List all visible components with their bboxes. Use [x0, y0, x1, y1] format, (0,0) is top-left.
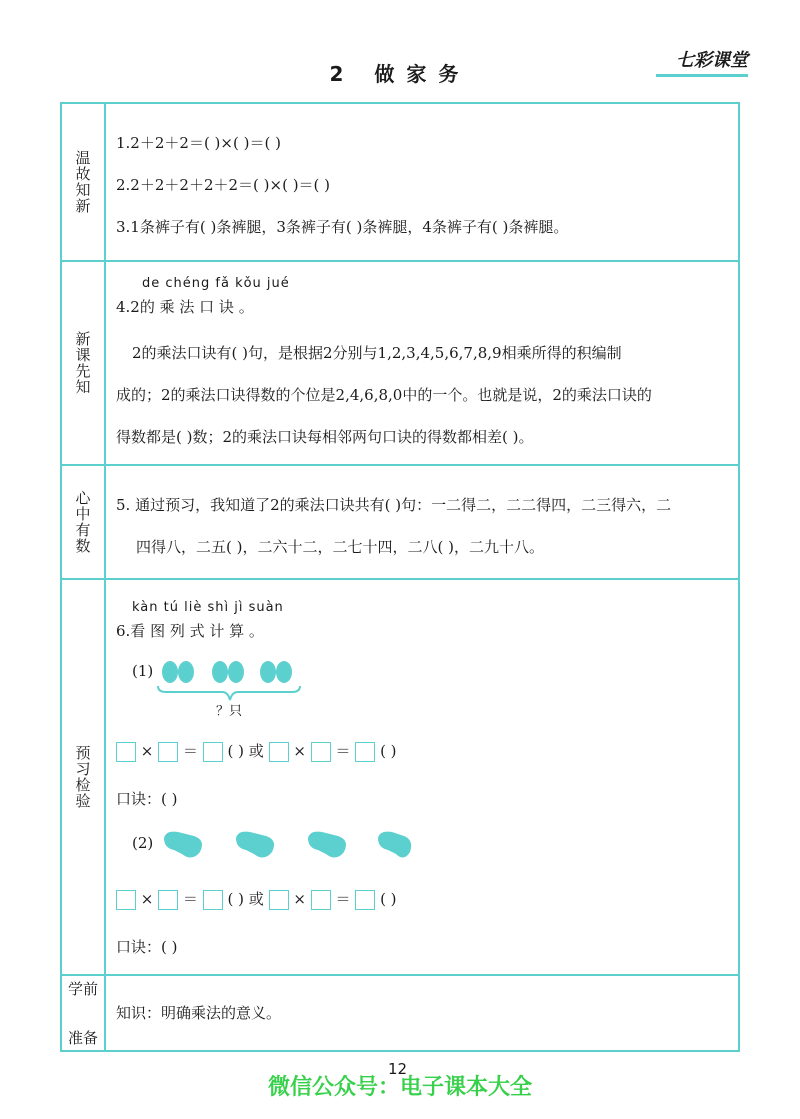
socks-picture — [156, 828, 416, 868]
glove-1 — [162, 661, 178, 683]
section-prep — [62, 976, 738, 1050]
answer-box[interactable] — [355, 742, 375, 762]
section-label-mind: 心中有数 — [62, 466, 106, 578]
question-5-line-1: 5. 通过预习，我知道了2的乘法口诀共有( )句：一二得二，二二得四，二三得六，二 — [116, 496, 672, 514]
prep-text: 知识：明确乘法的意义。 — [116, 1004, 282, 1022]
equation-row-1: × ＝ ( ) 或 × ＝ ( ) — [116, 740, 397, 762]
glove-5 — [260, 661, 276, 683]
answer-box[interactable] — [116, 890, 136, 910]
page-number: 12 — [388, 1060, 408, 1078]
question-4-title: 4.2的 乘 法 口 诀 。 — [116, 298, 254, 316]
brand-text: 七彩课堂 — [676, 50, 748, 71]
worksheet-frame — [60, 102, 740, 1052]
problem-1-number: (1) — [132, 662, 154, 680]
pinyin-q4: de chéng fǎ kǒu jué — [142, 276, 290, 291]
brace — [158, 686, 300, 700]
brand-underline — [656, 74, 748, 77]
section-mind — [62, 466, 738, 580]
question-4-line-2: 成的；2的乘法口诀得数的个位是2,4,6,8,0中的一个。也就是说，2的乘法口诀的 — [116, 386, 652, 404]
page-title: 2 做家务 — [329, 62, 471, 86]
equation-row-2: × ＝ ( ) 或 × ＝ ( ) — [116, 888, 397, 910]
question-6-title: 6.看 图 列 式 计 算 。 — [116, 622, 264, 640]
sock-3 — [308, 832, 346, 858]
koujue-1: 口诀：( ) — [116, 790, 178, 808]
answer-box[interactable] — [158, 742, 178, 762]
koujue-2: 口诀：( ) — [116, 938, 178, 956]
sock-2 — [236, 832, 274, 858]
section-content-check — [116, 580, 730, 974]
pinyin-q6: kàn tú liè shì jì suàn — [132, 600, 284, 615]
answer-box[interactable] — [203, 890, 223, 910]
gloves-picture — [156, 656, 306, 702]
answer-box[interactable] — [203, 742, 223, 762]
section-label-review: 温故知新 — [62, 104, 106, 260]
answer-box[interactable] — [158, 890, 178, 910]
glove-4 — [228, 661, 244, 683]
section-label-preview: 新课先知 — [62, 262, 106, 464]
section-content-preview — [116, 262, 730, 464]
question-2: 2.2＋2＋2＋2＋2＝( )×( )＝( ) — [116, 176, 331, 194]
answer-box[interactable] — [311, 890, 331, 910]
sock-1 — [164, 832, 202, 858]
glove-6 — [276, 661, 292, 683]
brace-label: ？只 — [216, 704, 243, 719]
section-content-review — [116, 104, 730, 260]
section-label-check: 预习检验 — [62, 580, 106, 974]
section-check — [62, 580, 738, 976]
question-5-line-2: 四得八，二五( )，二六十二，二七十四，二八( )，二九十八。 — [136, 538, 544, 556]
section-review — [62, 104, 738, 262]
answer-box[interactable] — [269, 742, 289, 762]
glove-3 — [212, 661, 228, 683]
brand-logo — [648, 46, 748, 72]
question-1: 1.2＋2＋2＝( )×( )＝( ) — [116, 134, 281, 152]
question-3: 3.1条裤子有( )条裤腿，3条裤子有( )条裤腿，4条裤子有( )条裤腿。 — [116, 218, 569, 236]
answer-box[interactable] — [116, 742, 136, 762]
glove-2 — [178, 661, 194, 683]
watermark-text: 微信公众号：电子课本大全 — [267, 1075, 532, 1100]
answer-box[interactable] — [311, 742, 331, 762]
sock-4 — [378, 832, 411, 858]
section-preview — [62, 262, 738, 466]
section-label-prep: 学前 准备 — [62, 976, 106, 1050]
question-4-line-3: 得数都是( )数；2的乘法口诀每相邻两句口诀的得数都相差( )。 — [116, 428, 534, 446]
answer-box[interactable] — [355, 890, 375, 910]
answer-box[interactable] — [269, 890, 289, 910]
question-4-line-1: 2的乘法口诀有( )句，是根据2分别与1,2,3,4,5,6,7,8,9相乘所得的积编制 — [132, 344, 622, 362]
section-content-mind — [116, 466, 730, 578]
problem-2-number: (2) — [132, 834, 154, 852]
section-content-prep — [116, 976, 730, 1050]
